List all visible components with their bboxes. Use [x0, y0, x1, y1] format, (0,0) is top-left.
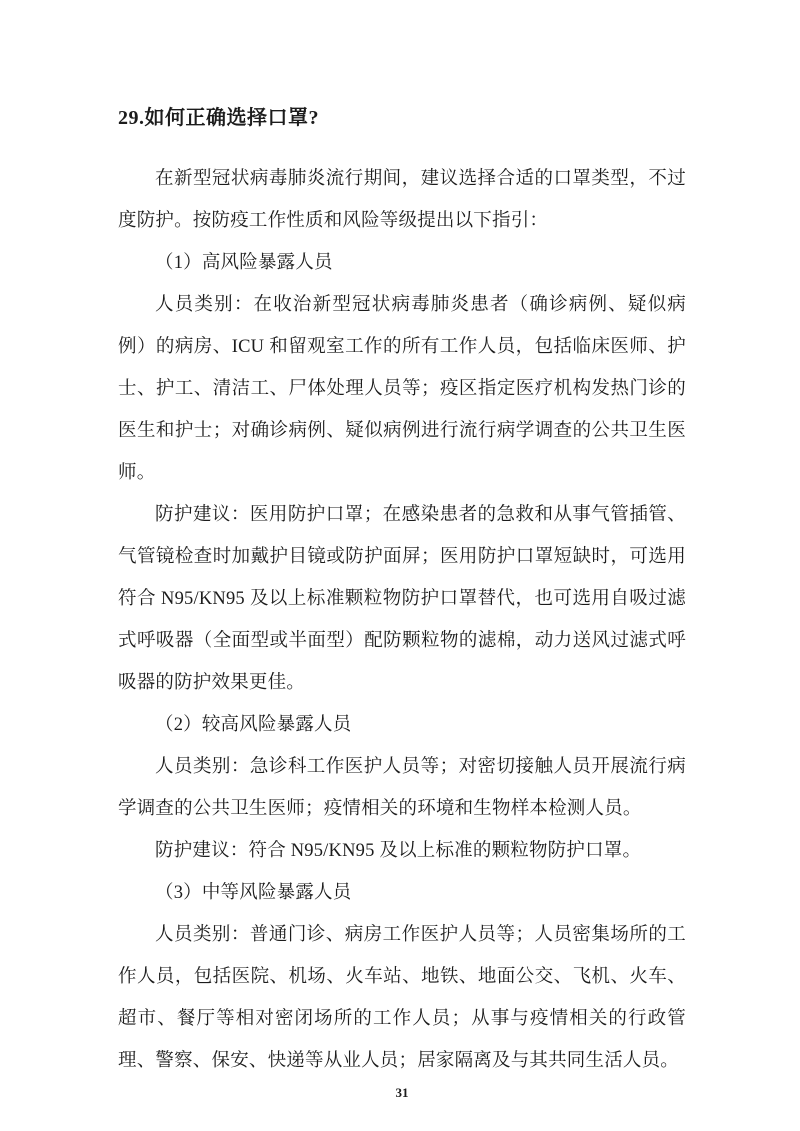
section-title: 29.如何正确选择口罩?	[118, 107, 319, 129]
heading-medium-risk: （3）中等风险暴露人员	[155, 883, 352, 903]
paragraph-high-risk-personnel: 人员类别：在收治新型冠状病毒肺炎患者（确诊病例、疑似病例）的病房、ICU 和留观室工作的所有工作人员，包括临床医师、护士、护工、清洁工、尸体处理人员等；疫区指定医疗机构发热门诊的医生和护士；对确诊病例、疑似病例进行流行病学调查的公共卫生医师。	[118, 295, 686, 483]
paragraph-higher-risk-advice: 防护建议：符合 N95/KN95 及以上标准的颗粒物防护口罩。	[155, 841, 642, 861]
heading-higher-risk: （2）较高风险暴露人员	[155, 715, 352, 735]
paragraph-medium-risk-personnel: 人员类别：普通门诊、病房工作医护人员等；人员密集场所的工作人员，包括医院、机场、火车站、地铁、地面公交、飞机、火车、超市、餐厅等相对密闭场所的工作人员；从事与疫情相关的行政管理、警察、保安、快递等从业人员；居家隔离及与其共同生活人员。	[118, 925, 686, 1071]
heading-high-risk: （1）高风险暴露人员	[155, 253, 333, 273]
document-body	[118, 158, 686, 1082]
paragraph-high-risk-advice: 防护建议：医用防护口罩；在感染患者的急救和从事气管插管、气管镜检查时加戴护目镜或防护面屏；医用防护口罩短缺时，可选用符合 N95/KN95 及以上标准颗粒物防护口罩替代，也可选用自吸过滤式呼吸器（全面型或半面型）配防颗粒物的滤棉，动力送风过滤式呼吸器的防护效果更佳。	[118, 505, 686, 693]
page-number: 31	[395, 1085, 409, 1100]
paragraph-higher-risk-personnel: 人员类别：急诊科工作医护人员等；对密切接触人员开展流行病学调查的公共卫生医师；疫情相关的环境和生物样本检测人员。	[118, 757, 686, 819]
paragraph-intro: 在新型冠状病毒肺炎流行期间，建议选择合适的口罩类型，不过度防护。按防疫工作性质和风险等级提出以下指引：	[118, 169, 686, 231]
